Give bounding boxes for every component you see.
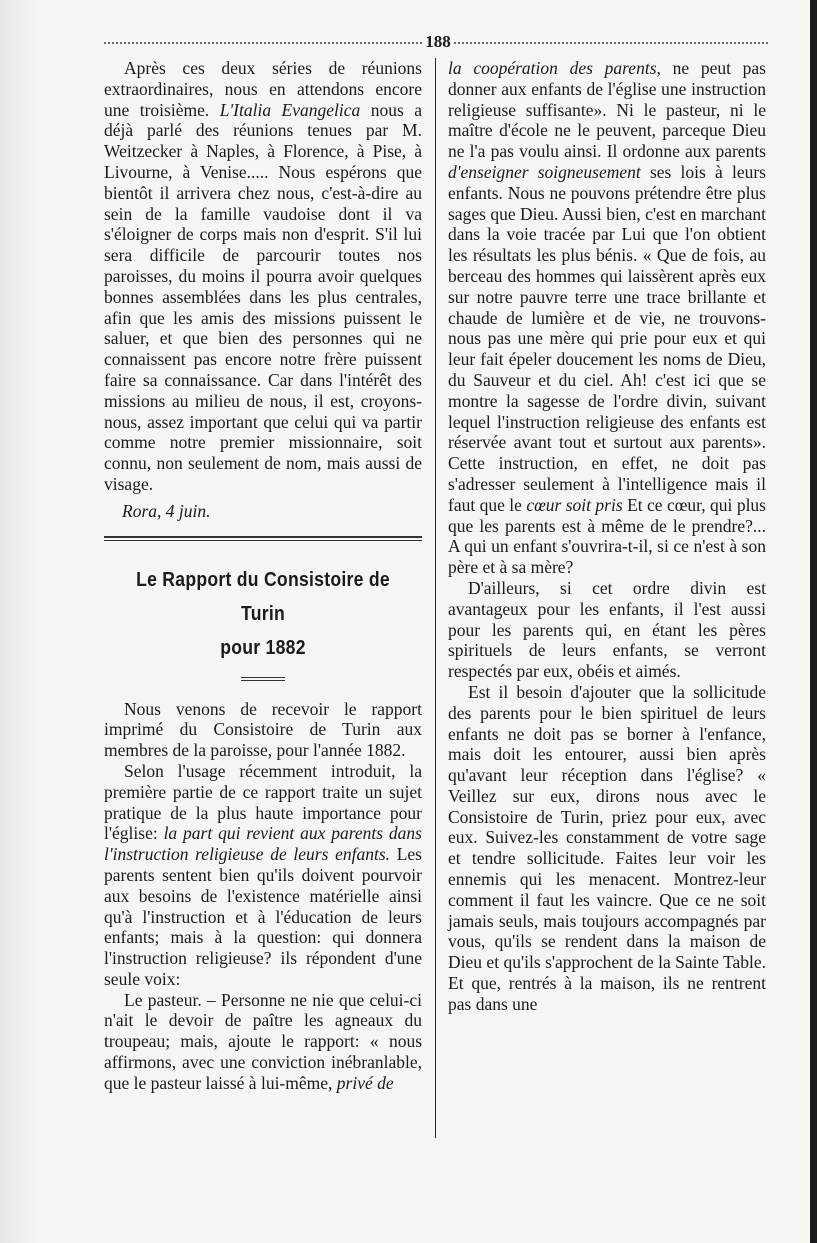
article-title: Le Rapport du Consistoire de Turin pour 1882	[136, 568, 390, 659]
header-dotted-rule-left	[104, 42, 422, 44]
paragraph-cooperation: la coopération des parents, ne peut pas donner aux enfants de l'église une instruction religieuse suffisante». Ni le pasteur, ni le maître d'école ne le peuvent, parceque Dieu ne l'a pas voulu ainsi. Il ordonne aux parents d'enseigner soigneusement ses lois à leurs enfants. Nous ne pouvons prétendre être plus sages que Dieu. Aussi bien, c'est en marchant dans la voie tracée par Lui que l'on obtient les résultats les plus bénis. « Que de fois, au berceau des hommes qui laissèrent après eux sur notre pauvre terre une trace brillante et chaude de lumière et de vie, ne trouvons-nous pas une mère qui prie pour eux et qui leur fait épeler doucement les noms de Dieu, du Sauveur et du ciel. Ah! c'est ici que se montre la sagesse de l'ordre divin, suivant lequel l'instruction religieuse des enfants est réservée avant tout et surtout aux parents». Cette instruction, en effet, ne doit pas s'adresser seulement à l'intelligence mais il faut que le cœur soit pris Et ce cœur, qui plus que les parents est à même de le prendre?... A qui un enfant s'ouvrira-t-il, si ce n'est à son père et à sa mère?	[448, 58, 766, 578]
paragraph-sollicitude: Est il besoin d'ajouter que la sollicitude des parents pour le bien spirituel de leurs enfants ne doit pas se borner à l'enfance, mais doit les entourer, aussi bien après qu'avant leur réception dans l'église? « Veillez sur eux, dirons nous avec le Consistoire de Turin, priez pour eux, avec eux. Suivez-les constamment de votre sage et tendre sollicitude. Faites leur voir les ennemis qui les menacent. Montrez-leur comment il faut les vaincre. Que ce ne soit jamais seuls, mais toujours accompagnés par vous, qu'ils se rendent dans la maison de Dieu et qu'ils s'approchent de la Sainte Table. Et que, rentrés à la maison, ils ne rentrent pas dans une	[448, 681, 766, 1014]
running-header	[104, 32, 768, 52]
paragraph-pasteur: Le pasteur. – Personne ne nie que celui-ci n'ait le devoir de paître les agneaux du troupeau; mais, ajoute le rapport: « nous affirmons, avec une conviction inébranlable, que le pasteur laissé à lui-même, privé de	[104, 989, 422, 1093]
paragraph-usage: Selon l'usage récemment introduit, la première partie de ce rapport traite un sujet pratique de la plus haute importance pour l'église: la part qui revient aux parents dans l'instruction religieuse de leurs enfants. Les parents sentent bien qu'ils doivent pourvoir aux besoins de l'existence matérielle ainsi qu'à l'instruction et à l'éducation de leurs enfants; mais à la question: qui donnera l'instruction religieuse? ils répondent d'une seule voix:	[104, 760, 422, 989]
dateline: Rora, 4 juin.	[122, 500, 211, 521]
left-column	[104, 58, 422, 1094]
journal-name: L'Italia Evangelica	[219, 99, 361, 120]
paragraph-intro: Nous venons de recevoir le rapport imprimé du Consistoire de Turin aux membres de la paroisse, pour l'année 1882.	[104, 698, 422, 761]
page-number: 188	[425, 32, 451, 51]
column-divider	[435, 58, 436, 1138]
paragraph-avantageux: D'ailleurs, si cet ordre divin est avantageux pour les enfants, il l'est aussi pour les parents qui, en étant les pères spirituels de leurs enfants, se verront respectés par eux, obéis et aimés.	[448, 577, 766, 682]
binding-shadow	[0, 0, 42, 1243]
header-dotted-rule-right	[454, 42, 768, 44]
page-edge	[810, 0, 817, 1243]
right-column	[448, 58, 766, 1015]
paragraph-missions: Après ces deux séries de réunions extraordinaires, nous en attendons encore une troisième. L'Italia Evangelica nous a déjà parlé des réunions tenues par M. Weitzecker à Naples, à Florence, à Pise, à Livourne, à Venise..... Nous espérons que bientôt il arrivera chez nous, c'est-à-dire au sein de la famille vaudoise dont il va s'éloigner de corps mais non d'esprit. S'il lui sera difficile de parcourir toutes nos paroisses, du moins il pourra avoir quelques bonnes assemblées dans les plus centrales, afin que les amis des missions puissent le saluer, et que bien des personnes qui ne connaissent pas encore notre frère puissent faire sa connaissance. Car dans l'intérêt des missions au milieu de nous, il est, croyons-nous, assez important que celui qui va partir comme notre premier missionnaire, soit connu, non seulement de nom, mais aussi de visage.	[104, 58, 423, 494]
title-ornament-rule	[241, 677, 285, 681]
section-rule	[104, 536, 422, 541]
